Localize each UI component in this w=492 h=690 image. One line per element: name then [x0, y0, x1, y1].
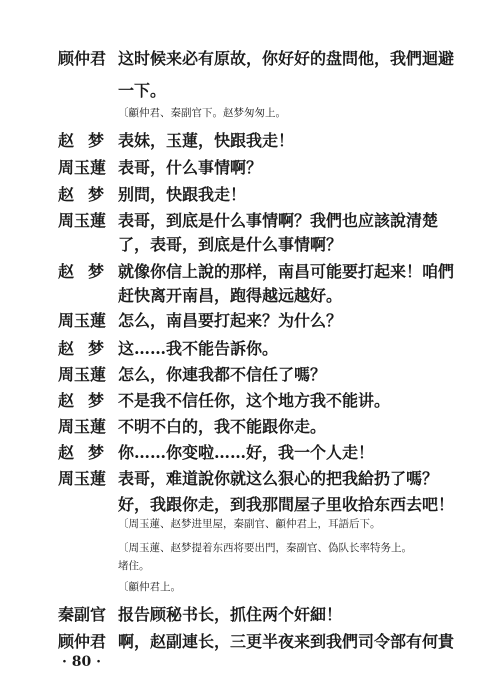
page-number: · 80 · — [62, 654, 101, 670]
dialogue-text: 表哥，什么事情啊？ — [118, 158, 263, 177]
speaker-name: 赵梦 — [58, 262, 119, 281]
dialogue-text: 这……我不能告訴你。 — [118, 339, 279, 358]
speaker-name: 周玉蓮 — [58, 311, 107, 330]
speaker-name: 周玉蓮 — [58, 211, 107, 230]
dialogue-text: 一下。 — [118, 81, 167, 100]
stage-direction-text: 〔周玉蓮、赵梦提着东西将要出門，秦副官、偽队长率特务上。 — [118, 542, 412, 554]
dialogue-text: 了，表哥，到底是什么事情啊？ — [118, 235, 343, 254]
dialogue-text: 表哥，到底是什么事情啊？我們也应該說清楚 — [118, 211, 439, 230]
stage-direction-text: 堵住。 — [118, 560, 150, 572]
dialogue-text: 不明不白的，我不能跟你走。 — [118, 417, 327, 436]
dialogue-text: 表哥，难道說你就这么狠心的把我給扔了嗎？ — [118, 469, 439, 488]
speaker-name: 赵梦 — [58, 443, 119, 462]
speaker-name: 顾仲君 — [58, 632, 107, 651]
speaker-name: 周玉蓮 — [58, 417, 107, 436]
dialogue-text: 别問，快跟我走！ — [118, 185, 247, 204]
dialogue-text: 你……你变啦……好，我一个人走！ — [118, 443, 375, 462]
dialogue-text: 好，我跟你走，到我那間屋子里收拾东西去吧！ — [118, 495, 455, 514]
speaker-name: 赵梦 — [58, 185, 119, 204]
dialogue-text: 这时候来必有原故，你好好的盘問他，我們迴避 — [118, 49, 455, 68]
speaker-name: 周玉蓮 — [58, 158, 107, 177]
speaker-name: 顾仲君 — [58, 49, 107, 68]
dialogue-text: 怎么，南昌要打起来？为什么？ — [118, 311, 343, 330]
speaker-name: 赵梦 — [58, 339, 119, 358]
dialogue-text: 就像你信上說的那样，南昌可能要打起来！咱們 — [118, 262, 455, 281]
stage-direction-text: 〔顧仲君、秦副官下。赵梦匆匆上。 — [118, 107, 286, 119]
speaker-name: 赵梦 — [58, 131, 119, 150]
dialogue-text: 报告顾秘书长，抓住两个奸細！ — [118, 605, 343, 624]
speaker-name: 周玉蓮 — [58, 365, 107, 384]
speaker-name: 周玉蓮 — [58, 469, 107, 488]
stage-direction-text: 〔周玉蓮、赵梦进里屋，秦副官、顧仲君上，耳語后下。 — [118, 518, 381, 530]
dialogue-text: 啊，赵副連长，三更半夜来到我們司令部有何貴 — [118, 632, 455, 651]
dialogue-text: 不是我不信任你，这个地方我不能讲。 — [118, 391, 391, 410]
dialogue-text: 怎么，你連我都不信任了嗎？ — [118, 365, 327, 384]
stage-direction-text: 〔顧仲君上。 — [118, 581, 181, 593]
speaker-name: 秦副官 — [58, 605, 107, 624]
dialogue-text: 表妹，玉蓮，快跟我走！ — [118, 131, 295, 150]
dialogue-text: 赶快离开南昌，跑得越远越好。 — [118, 286, 343, 305]
speaker-name: 赵梦 — [58, 391, 119, 410]
